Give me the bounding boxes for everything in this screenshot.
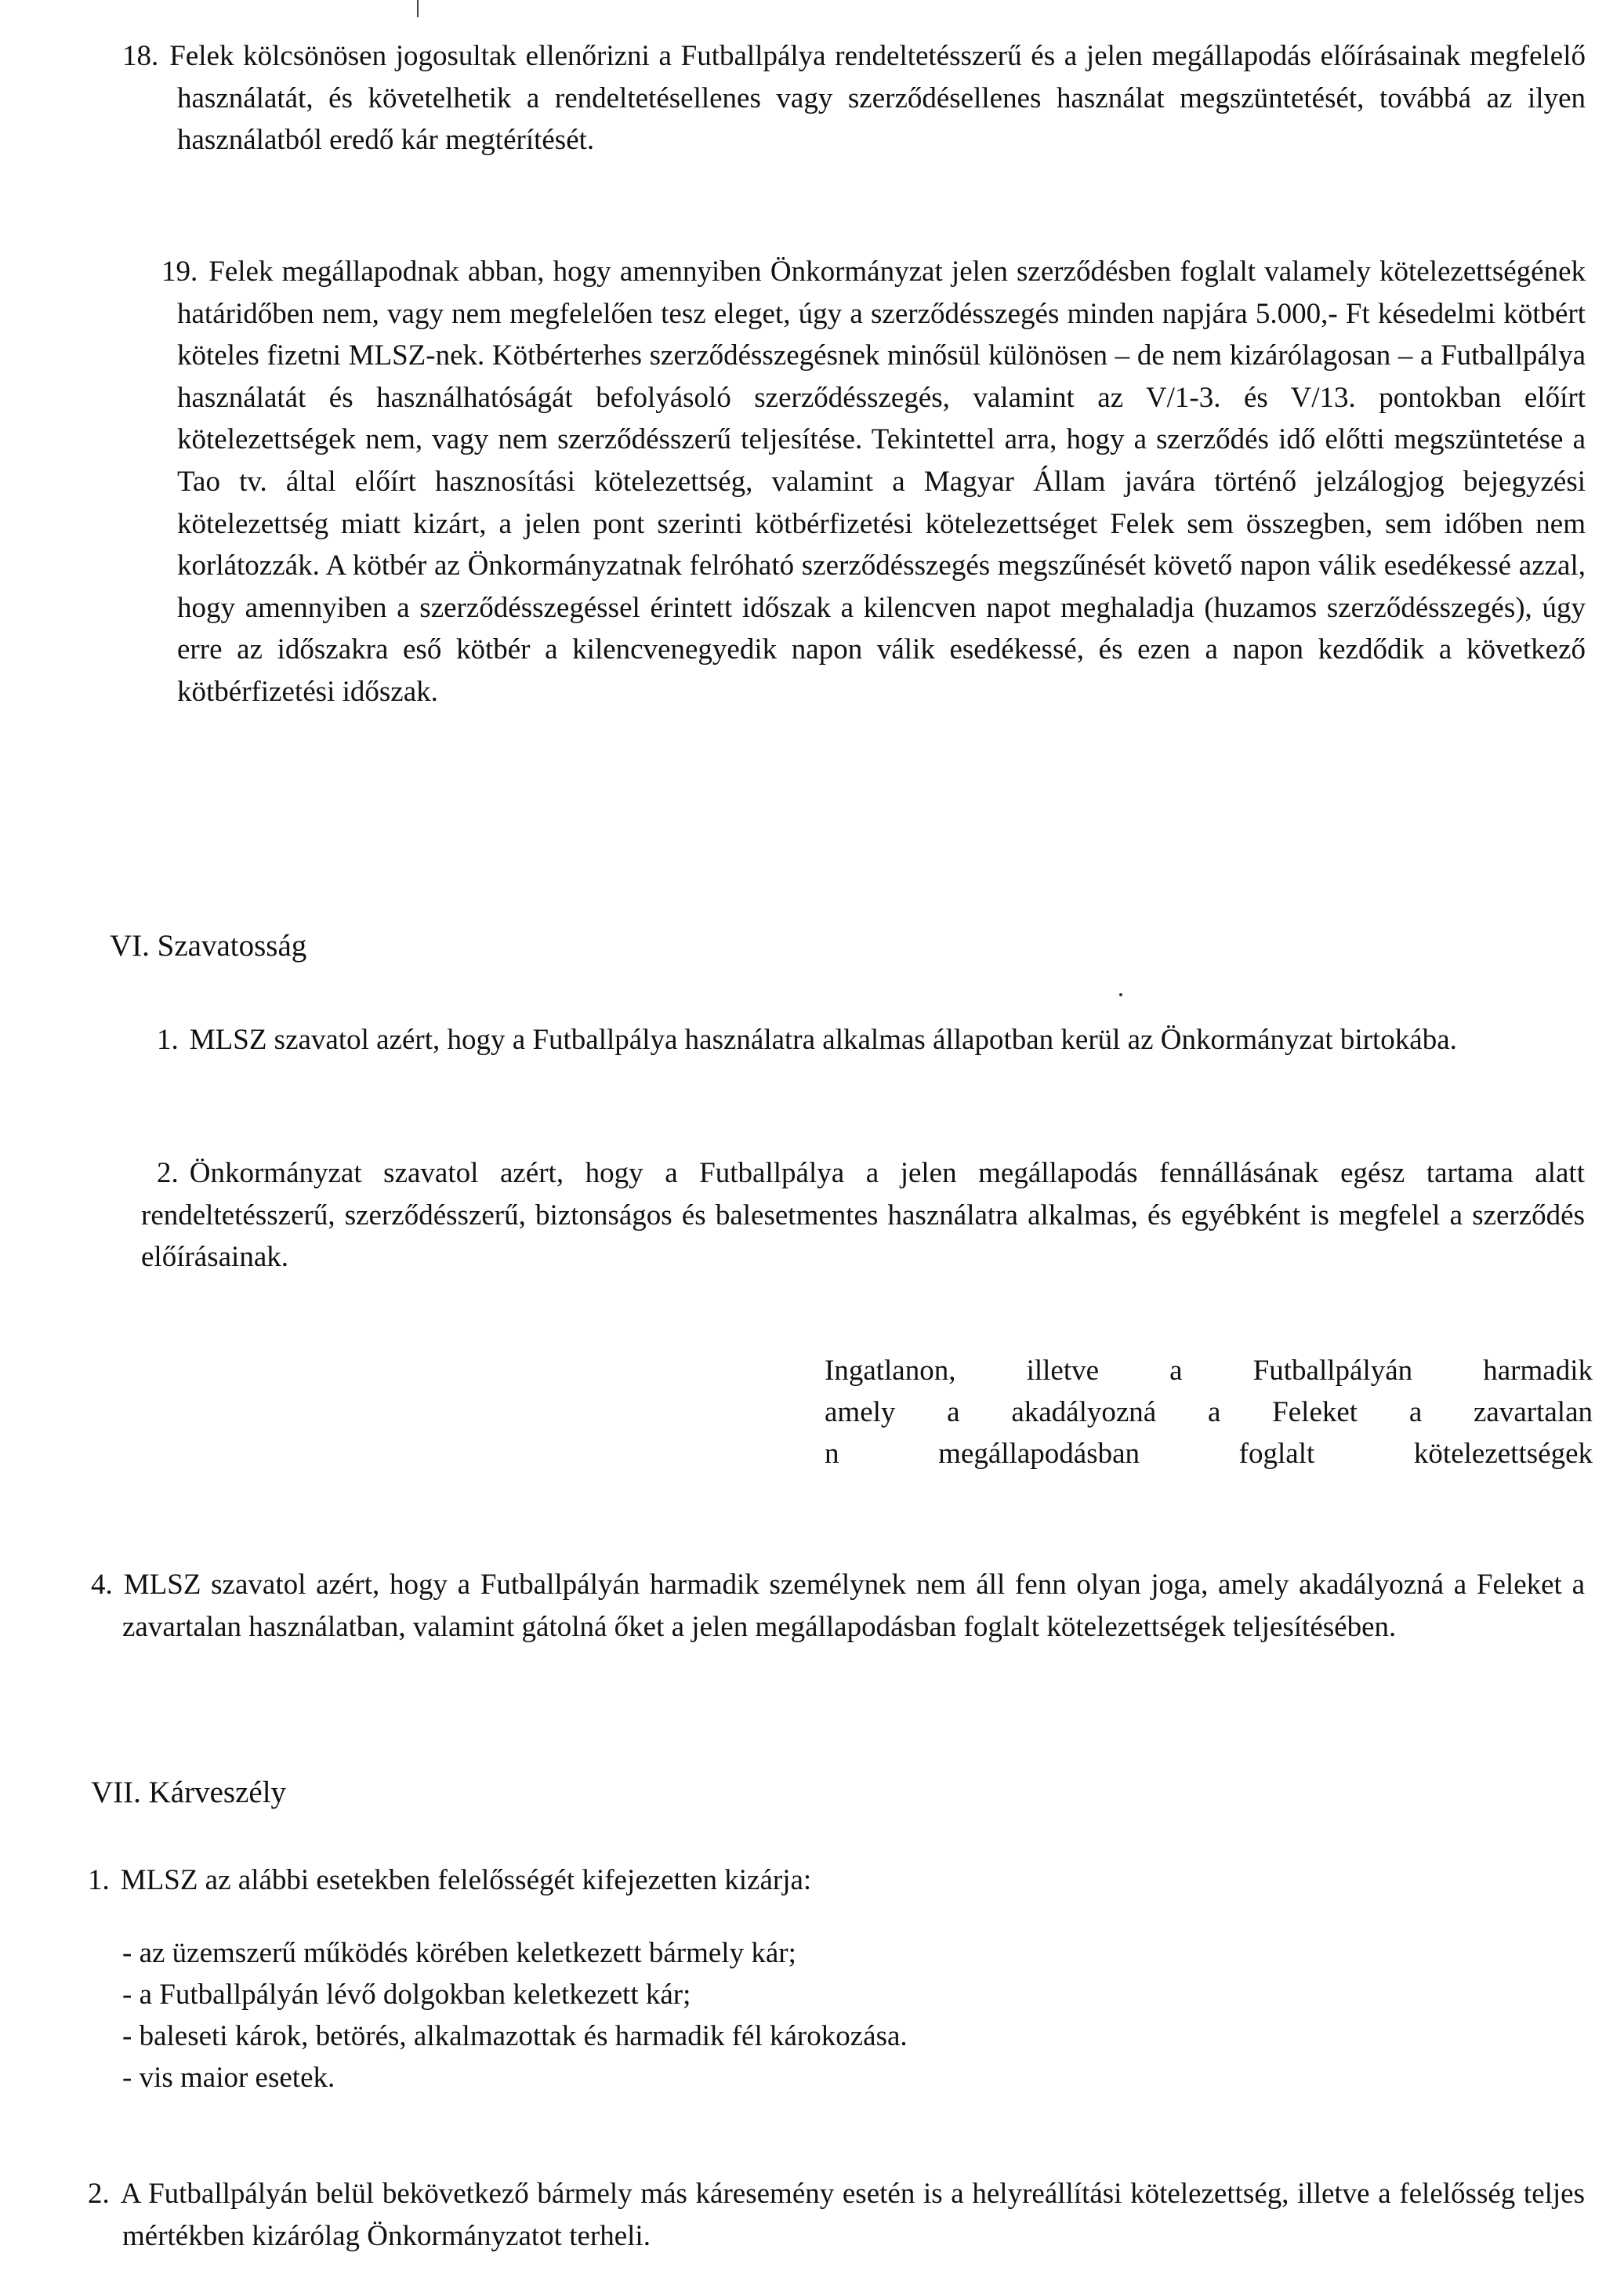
section-vii-item-2: A Futballpályán belül bekövetkező bármely más káresemény esetén is a helyreállítási kötelezettség, illetve a felelősség teljes mértékben kizárólag Önkormányzatot terheli. [120, 2178, 1585, 2252]
section-vi-item-2: Önkormányzat szavatol azért, hogy a Futballpálya a jelen megállapodás fennállásának egész tartama alatt rendeltetésszerű, szerződésszerű, biztonságos és balesetmentes használatra alkalmas, és egyébként is megfelel a szerződés előírásainak. [141, 1157, 1585, 1274]
section-vi-item-1: MLSZ szavatol azért, hogy a Futballpálya használatra alkalmas állapotban kerül az Önkormányzat birtokába. [189, 1024, 1457, 1056]
scan-artifact-dot [1119, 993, 1122, 996]
paragraph-18: Felek kölcsönösen jogosultak ellenőrizni a Futballpálya rendeltetésszerű és a jelen megállapodás előírásainak megfelelő használatát, és követelhetik a rendeltetésellenes vagy szerződésellenes használat megszüntetését, továbbá az ilyen használatból eredő kár megtérítését. [169, 40, 1586, 157]
section-vii-number: VII. [91, 1776, 141, 1809]
paragraph-18-number: 18. [122, 40, 159, 72]
section-vi-heading [110, 925, 306, 967]
section-vi-item-2-number: 2. [157, 1157, 179, 1189]
section-vii-item-1-number: 1. [88, 1864, 110, 1896]
section-vii-item-1-bullets [122, 1932, 908, 2099]
section-vii-item-1: MLSZ az alábbi esetekben felelősségét kifejezetten kizárja: [120, 1864, 812, 1896]
section-vii-title: Kárveszély [148, 1776, 287, 1809]
section-vii-heading [91, 1772, 286, 1813]
section-vii-item-2-number: 2. [88, 2178, 110, 2210]
scan-artifact-line [417, 0, 419, 17]
bullet-item: - baleseti károk, betörés, alkalmazottak és harmadik fél károkozása. [122, 2020, 908, 2052]
section-vi-item-3-fragment [825, 1350, 1593, 1475]
section-vi-item-4-number: 4. [91, 1569, 113, 1601]
fragment-line-3: n megállapodásban foglalt kötelezettségek [825, 1438, 1593, 1470]
paragraph-19: Felek megállapodnak abban, hogy amennyiben Önkormányzat jelen szerződésben foglalt valamely kötelezettségének határidőben nem, vagy nem megfelelően tesz eleget, úgy a szerződésszegés minden napjára 5.000,- Ft késedelmi kötbért köteles fizetni MLSZ-nek. Kötbérterhes szerződésszegésnek minősül különösen – de nem kizárólagosan – a Futballpálya használatát és használhatóságát befolyásoló szerződésszegés, valamint az V/1-3. és V/13. pontokban előírt kötelezettségek nem, vagy nem szerződésszerű teljesítése. Tekintettel arra, hogy a szerződés idő előtti megszüntetése a Tao tv. által előírt hasznosítási kötelezettség, valamint a Magyar Állam javára történő jelzálogjog bejegyzési kötelezettség miatt kizárt, a jelen pont szerinti kötbérfizetési kötelezettséget Felek sem összegben, sem időben nem korlátozzák. A kötbér az Önkormányzatnak felróható szerződésszegés megszűnését követő napon válik esedékessé azzal, hogy amennyiben a szerződésszegéssel érintett időszak a kilencven napot meghaladja (huzamos szerződésszegés), úgy erre az időszakra eső kötbér a kilencvenegyedik napon válik esedékessé, és ezen a napon kezdődik a következő kötbérfizetési időszak. [177, 256, 1586, 708]
bullet-item: - a Futballpályán lévő dolgokban keletkezett kár; [122, 1979, 691, 2011]
section-vi-item-1-number: 1. [157, 1024, 179, 1056]
paragraph-19-number: 19. [161, 256, 198, 288]
bullet-item: - vis maior esetek. [122, 2062, 335, 2094]
fragment-line-1: Ingatlanon, illetve a Futballpályán harmadik [825, 1355, 1593, 1387]
bullet-item: - az üzemszerű működés körében keletkezett bármely kár; [122, 1937, 796, 1969]
section-vi-item-4: MLSZ szavatol azért, hogy a Futballpályán harmadik személynek nem áll fenn olyan joga, amely akadályozná a Feleket a zavartalan használatban, valamint gátolná őket a jelen megállapodásban foglalt kötelezettségek teljesítésében. [122, 1569, 1585, 1643]
section-vi-number: VI. [110, 929, 150, 963]
fragment-line-2: amely a akadályozná a Feleket a zavartalan [825, 1396, 1593, 1428]
section-vi-title: Szavatosság [157, 929, 307, 963]
